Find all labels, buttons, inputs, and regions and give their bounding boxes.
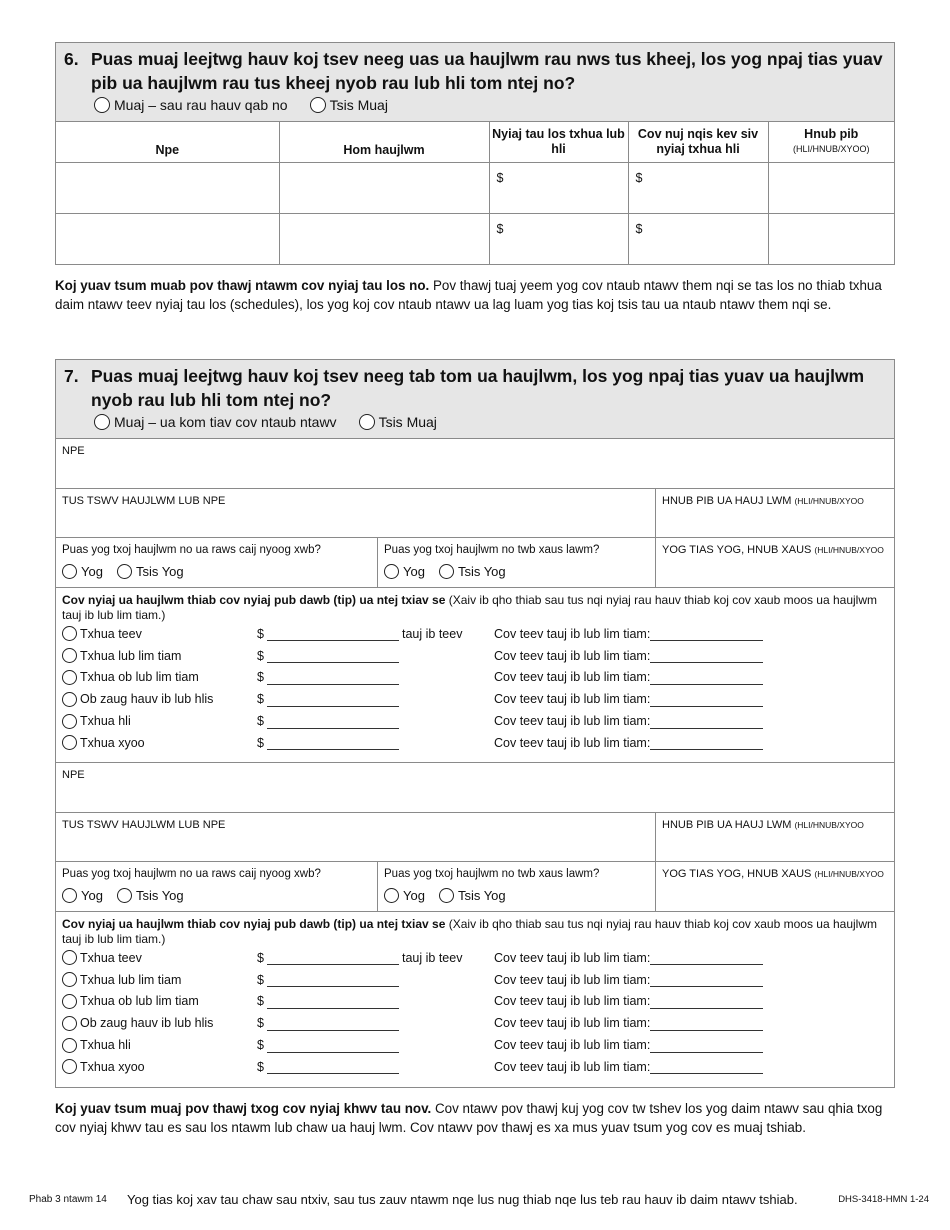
col-expenses: Cov nuj nqis kev siv nyiaj txhua hli — [628, 122, 768, 162]
question-number: 7. — [64, 366, 79, 386]
radio-icon[interactable] — [359, 414, 375, 430]
pay-amount-field[interactable] — [267, 648, 399, 663]
radio-icon[interactable] — [62, 888, 77, 903]
radio-icon[interactable] — [62, 994, 77, 1009]
radio-icon[interactable] — [62, 735, 77, 750]
radio-icon[interactable] — [62, 1016, 77, 1031]
pay-frequency-option[interactable]: Txhua teev — [62, 626, 257, 641]
radio-icon[interactable] — [62, 972, 77, 987]
col-gross: Nyiaj tau los txhua lub hli — [489, 122, 628, 162]
question-7-section — [55, 359, 895, 1088]
pay-amount-field[interactable] — [267, 950, 399, 965]
job1-name-row — [56, 439, 894, 489]
pay-frequency-row: Ob zaug hauv ib lub hlis $ Cov teev tauj ib lub lim tiam: — [62, 688, 888, 710]
question-6-header — [56, 43, 894, 122]
question-text: Puas muaj leejtwg hauv koj tsev neeg tab tom ua haujlwm, los yog npaj tias yuav ua haujlwm nyob rau lub hli tom ntej no? — [91, 366, 865, 410]
hours-per-week-field[interactable] — [650, 692, 763, 707]
pay-frequency-row: Txhua ob lub lim tiam $ Cov teev tauj ib lub lim tiam: — [62, 991, 888, 1013]
q7-yes-option[interactable]: Muaj – ua kom tiav cov ntaub ntawv — [94, 414, 337, 430]
proof-of-income-note: Koj yuav tsum muab pov thawj ntawm cov nyiaj tau los no. Pov thawj tuaj yeem yog cov ntaub ntawv them nqi se tas los no thiab txhua daim ntawv teev nyiaj tau los (schedules), los yog koj cov ntaub ntawv ua lag luam yog tias koj tsis tau ua ntaub ntawv them nqi se. — [55, 278, 882, 312]
hours-per-week-field[interactable] — [650, 648, 763, 663]
pay-amount-field[interactable] — [267, 972, 399, 987]
pay-frequency-option[interactable]: Txhua lub lim tiam — [62, 648, 257, 663]
hours-per-week-field[interactable] — [650, 1059, 763, 1074]
radio-icon[interactable] — [62, 950, 77, 965]
hours-per-week-field[interactable] — [650, 994, 763, 1009]
question-6-section — [55, 42, 895, 265]
radio-icon[interactable] — [94, 414, 110, 430]
seasonal-yes-option[interactable]: Yog — [62, 564, 103, 579]
radio-icon[interactable] — [384, 564, 399, 579]
pay-frequency-option[interactable]: Txhua lub lim tiam — [62, 972, 257, 987]
q6-no-option[interactable]: Tsis Muaj — [310, 97, 388, 113]
job2-seasonal-cell: Puas yog txoj haujlwm no ua raws caij nyoog xwb? Yog Tsis Yog — [56, 862, 378, 911]
pay-frequency-row: Txhua ob lub lim tiam $ Cov teev tauj ib lub lim tiam: — [62, 667, 888, 689]
pay-amount-field[interactable] — [267, 1016, 399, 1031]
job1-name-field[interactable]: NPE — [62, 445, 85, 457]
col-start: Hnub pib (HLI/HNUB/XYOO) — [768, 122, 894, 162]
job2-start-date-field[interactable]: HNUB PIB UA HAUJ LWM (HLI/HNUB/XYOO — [662, 819, 864, 831]
name-field[interactable] — [56, 162, 279, 213]
hours-per-week-field[interactable] — [650, 735, 763, 750]
pay-amount-field[interactable] — [267, 670, 399, 685]
table-row — [56, 162, 894, 213]
question-number: 6. — [64, 49, 79, 69]
pay-amount-field[interactable] — [267, 1059, 399, 1074]
business-field[interactable] — [279, 213, 489, 264]
pay-frequency-option[interactable]: Txhua ob lub lim tiam — [62, 994, 257, 1009]
start-date-field[interactable] — [768, 162, 894, 213]
pay-frequency-option[interactable]: Txhua xyoo — [62, 735, 257, 750]
form-id: DHS-3418-HMN 1-24 — [838, 1194, 929, 1205]
radio-icon[interactable] — [62, 626, 77, 641]
pay-frequency-option[interactable]: Txhua xyoo — [62, 1059, 257, 1074]
radio-icon[interactable] — [117, 888, 132, 903]
radio-icon[interactable] — [439, 564, 454, 579]
hours-per-week-field[interactable] — [650, 670, 763, 685]
radio-icon[interactable] — [439, 888, 454, 903]
pay-frequency-option[interactable]: Txhua hli — [62, 714, 257, 729]
job2-end-date-field[interactable]: YOG TIAS YOG, HNUB XAUS (HLI/HNUB/XYOO — [662, 868, 884, 880]
expenses-field[interactable]: $ — [628, 162, 768, 213]
hours-per-week-field[interactable] — [650, 1038, 763, 1053]
q6-yes-option[interactable]: Muaj – sau rau hauv qab no — [94, 97, 288, 113]
job2-pay-block: Cov nyiaj ua haujlwm thiab cov nyiaj pub dawb (tip) ua ntej txiav se (Xaiv ib qho thiab sau tus nqi nyiaj rau hauv thiab koj cov xaub moos ua haujlwm tauj ib lub lim tiam.) Txhua teev $ tauj ib teev Cov teev tauj ib lub lim tiam: Txhua lub lim tiam $ Cov teev tauj ib lub lim tiam: Txhua ob lub lim tiam $ Cov teev tauj ib lub lim tiam: Ob zaug hauv ib lub hlis $ Cov teev tauj ib lub lim tiam: Txhua hli $ Cov teev tauj ib lub lim tiam: Txhua xyoo $ Cov teev tauj ib lub lim tiam: — [56, 912, 894, 1087]
ended-yes-option[interactable]: Yog — [384, 888, 425, 903]
radio-icon[interactable] — [62, 670, 77, 685]
job2-pay-lines — [62, 947, 888, 1078]
start-date-field[interactable] — [768, 213, 894, 264]
job1-employer-field[interactable]: TUS TSWV HAUJLWM LUB NPE — [56, 489, 656, 537]
pay-amount-field[interactable] — [267, 994, 399, 1009]
pay-amount-field[interactable] — [267, 692, 399, 707]
hours-per-week-field[interactable] — [650, 626, 763, 641]
col-name: Npe — [56, 122, 279, 162]
radio-icon[interactable] — [62, 564, 77, 579]
job1-status-row — [56, 538, 894, 588]
hours-per-week-field[interactable] — [650, 950, 763, 965]
seasonal-no-option[interactable]: Tsis Yog — [117, 888, 184, 903]
job2-name-field[interactable]: NPE — [62, 769, 85, 781]
job2-employer-row — [56, 813, 894, 862]
pay-frequency-row: Txhua xyoo $ Cov teev tauj ib lub lim tiam: — [62, 732, 888, 754]
pay-frequency-row: Txhua hli $ Cov teev tauj ib lub lim tiam: — [62, 710, 888, 732]
name-field[interactable] — [56, 213, 279, 264]
gross-field[interactable]: $ — [489, 162, 628, 213]
job2-status-row — [56, 862, 894, 912]
radio-icon[interactable] — [62, 648, 77, 663]
pay-frequency-row: Txhua hli $ Cov teev tauj ib lub lim tiam: — [62, 1034, 888, 1056]
ended-no-option[interactable]: Tsis Yog — [439, 564, 506, 579]
table-row — [56, 213, 894, 264]
job1-ended-cell: Puas yog txoj haujlwm no twb xaus lawm? Yog Tsis Yog — [378, 538, 656, 587]
job1-end-date-field[interactable]: YOG TIAS YOG, HNUB XAUS (HLI/HNUB/XYOO — [662, 544, 884, 556]
self-employment-table — [56, 122, 894, 264]
hours-per-week-field[interactable] — [650, 972, 763, 987]
radio-icon[interactable] — [62, 1038, 77, 1053]
ended-yes-option[interactable]: Yog — [384, 564, 425, 579]
question-text: Puas muaj leejtwg hauv koj tsev neeg uas ua haujlwm rau nws tus kheej, los yog npaj tias yuav pib ua haujlwm rau tus kheej nyob rau lub hli tom ntej no? — [91, 49, 883, 93]
question-7-header — [56, 360, 894, 439]
pay-frequency-row: Txhua xyoo $ Cov teev tauj ib lub lim tiam: — [62, 1056, 888, 1078]
proof-of-earnings-note: Koj yuav tsum muaj pov thawj txog cov nyiaj khwv tau nov. Cov ntawv pov thawj kuj yog cov tw tshev los yog daim ntawv sau qhia txog cov nyiaj khwv tau es sau los ntawm lub chaw ua hauj lwm. Cov ntawv pov thawj es xa mus yuav tsum yog cov es muaj tshiab. — [55, 1101, 883, 1135]
pay-amount-field[interactable] — [267, 626, 399, 641]
q7-no-option[interactable]: Tsis Muaj — [359, 414, 437, 430]
pay-frequency-option[interactable]: Txhua teev — [62, 950, 257, 965]
pay-frequency-row: Ob zaug hauv ib lub hlis $ Cov teev tauj ib lub lim tiam: — [62, 1012, 888, 1034]
pay-amount-field[interactable] — [267, 1038, 399, 1053]
hours-per-week-field[interactable] — [650, 714, 763, 729]
pay-amount-field[interactable] — [267, 735, 399, 750]
pay-amount-field[interactable] — [267, 714, 399, 729]
page-footer — [29, 1192, 929, 1207]
job1-start-date-field[interactable]: HNUB PIB UA HAUJ LWM (HLI/HNUB/XYOO — [662, 495, 864, 507]
job1-pay-block: Cov nyiaj ua haujlwm thiab cov nyiaj pub dawb (tip) ua ntej txiav se (Xaiv ib qho thiab sau tus nqi nyiaj rau hauv thiab koj cov xaub moos ua haujlwm tauj ib lub lim tiam.) Txhua teev $ tauj ib teev Cov teev tauj ib lub lim tiam: Txhua lub lim tiam $ Cov teev tauj ib lub lim tiam: Txhua ob lub lim tiam $ Cov teev tauj ib lub lim tiam: Ob zaug hauv ib lub hlis $ Cov teev tauj ib lub lim tiam: Txhua hli $ Cov teev tauj ib lub lim tiam: Txhua xyoo $ Cov teev tauj ib lub lim tiam: — [56, 588, 894, 763]
radio-icon[interactable] — [384, 888, 399, 903]
pay-frequency-row: Txhua lub lim tiam $ Cov teev tauj ib lub lim tiam: — [62, 969, 888, 991]
job1-seasonal-cell: Puas yog txoj haujlwm no ua raws caij nyoog xwb? Yog Tsis Yog — [56, 538, 378, 587]
job1-pay-lines — [62, 623, 888, 754]
footer-note: Yog tias koj xav tau chaw sau ntxiv, sau tus zauv ntawm nqe lus nug thiab nqe lus teb rau hauv ib daim ntawv tshiab. — [127, 1192, 798, 1207]
radio-icon[interactable] — [62, 714, 77, 729]
radio-icon[interactable] — [94, 97, 110, 113]
expenses-field[interactable]: $ — [628, 213, 768, 264]
radio-icon[interactable] — [310, 97, 326, 113]
job1-employer-row — [56, 489, 894, 538]
pay-frequency-row: Txhua teev $ tauj ib teev Cov teev tauj ib lub lim tiam: — [62, 947, 888, 969]
gross-field[interactable]: $ — [489, 213, 628, 264]
page-number: Phab 3 ntawm 14 — [29, 1194, 107, 1205]
business-field[interactable] — [279, 162, 489, 213]
pay-frequency-option[interactable]: Ob zaug hauv ib lub hlis — [62, 692, 257, 707]
radio-icon[interactable] — [117, 564, 132, 579]
ended-no-option[interactable]: Tsis Yog — [439, 888, 506, 903]
pay-frequency-option[interactable]: Txhua ob lub lim tiam — [62, 670, 257, 685]
job2-ended-cell: Puas yog txoj haujlwm no twb xaus lawm? Yog Tsis Yog — [378, 862, 656, 911]
pay-frequency-row: Txhua lub lim tiam $ Cov teev tauj ib lub lim tiam: — [62, 645, 888, 667]
seasonal-yes-option[interactable]: Yog — [62, 888, 103, 903]
hours-per-week-field[interactable] — [650, 1016, 763, 1031]
col-business: Hom haujlwm — [279, 122, 489, 162]
job2-employer-field[interactable]: TUS TSWV HAUJLWM LUB NPE — [56, 813, 656, 861]
pay-frequency-row: Txhua teev $ tauj ib teev Cov teev tauj ib lub lim tiam: — [62, 623, 888, 645]
seasonal-no-option[interactable]: Tsis Yog — [117, 564, 184, 579]
job2-name-row — [56, 763, 894, 813]
radio-icon[interactable] — [62, 1059, 77, 1074]
pay-frequency-option[interactable]: Ob zaug hauv ib lub hlis — [62, 1016, 257, 1031]
pay-frequency-option[interactable]: Txhua hli — [62, 1038, 257, 1053]
radio-icon[interactable] — [62, 692, 77, 707]
